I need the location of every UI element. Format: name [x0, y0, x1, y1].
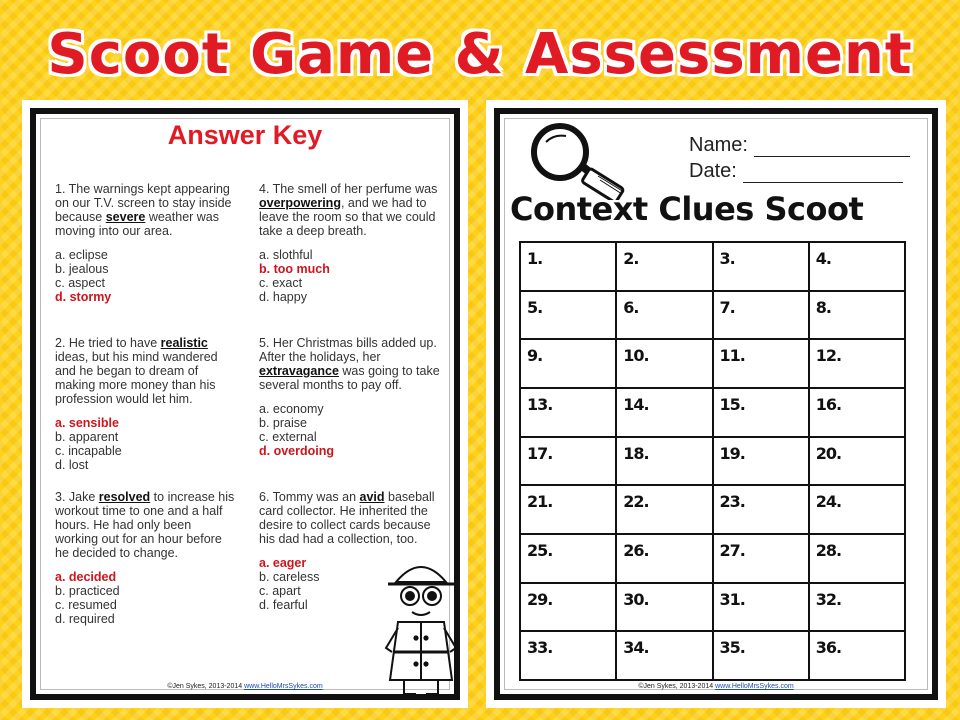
website-link[interactable]: www.HelloMrsSykes.com — [244, 683, 323, 690]
answer-option: d. lost — [55, 458, 89, 472]
answer-cell[interactable]: 4. — [809, 242, 905, 291]
detective-clipart — [382, 548, 460, 700]
answer-option: d. required — [55, 612, 115, 626]
answer-option: b. practiced — [55, 584, 120, 598]
vocabulary-word: severe — [105, 210, 146, 224]
answer-cell[interactable]: 26. — [616, 534, 712, 583]
answer-option: c. exact — [259, 276, 303, 290]
answer-cell[interactable]: 34. — [616, 631, 712, 680]
answer-grid — [519, 241, 906, 681]
answer-option: c. apart — [259, 584, 301, 598]
answer-option: c. resumed — [55, 598, 117, 612]
vocabulary-word: avid — [359, 490, 385, 504]
answer-cell[interactable]: 7. — [713, 291, 809, 340]
question-stem: 3. Jake resolved to increase his workout time to one and a half hours. He had only been working out for an hour before he decided to change. — [55, 490, 235, 560]
scoot-sheet-heading: Context Clues Scoot — [510, 190, 864, 228]
question-4 — [259, 182, 444, 304]
question-stem: 2. He tried to have realistic ideas, but his mind wandered and he began to dream of making more money than his profession would let him. — [55, 336, 218, 406]
question-2 — [55, 336, 237, 472]
answer-cell[interactable]: 3. — [713, 242, 809, 291]
answer-cell[interactable]: 8. — [809, 291, 905, 340]
answer-cell[interactable]: 13. — [520, 388, 616, 437]
answer-cell[interactable]: 9. — [520, 339, 616, 388]
answer-cell[interactable]: 11. — [713, 339, 809, 388]
answer-cell[interactable]: 5. — [520, 291, 616, 340]
answer-cell[interactable]: 30. — [616, 583, 712, 632]
copyright-text: ©Jen Sykes, 2013-2014 — [638, 683, 714, 690]
grid-row — [520, 631, 905, 680]
answer-key-page — [22, 100, 468, 708]
answer-option: b. apparent — [55, 430, 119, 444]
grid-row — [520, 242, 905, 291]
vocabulary-word: extravagance — [259, 364, 339, 378]
answer-cell[interactable]: 6. — [616, 291, 712, 340]
answer-option: c. incapable — [55, 444, 122, 458]
date-field[interactable] — [689, 160, 903, 183]
answer-cell[interactable]: 19. — [713, 437, 809, 486]
answer-cell[interactable]: 27. — [713, 534, 809, 583]
answer-cell[interactable]: 18. — [616, 437, 712, 486]
magnifying-glass-icon — [526, 120, 636, 200]
question-5 — [259, 336, 444, 458]
grid-row — [520, 583, 905, 632]
question-stem: 5. Her Christmas bills added up. After the holidays, her extravagance was going to take several months to pay off. — [259, 336, 440, 392]
answer-key-heading: Answer Key — [167, 120, 323, 150]
grid-row — [520, 388, 905, 437]
answer-cell[interactable]: 33. — [520, 631, 616, 680]
answer-key-footer — [22, 683, 468, 690]
grid-row — [520, 534, 905, 583]
copyright-text: ©Jen Sykes, 2013-2014 — [167, 683, 243, 690]
question-3 — [55, 490, 237, 626]
answer-cell[interactable]: 24. — [809, 485, 905, 534]
answer-cell[interactable]: 20. — [809, 437, 905, 486]
answer-cell[interactable]: 28. — [809, 534, 905, 583]
answer-cell[interactable]: 17. — [520, 437, 616, 486]
answer-option: a. slothful — [259, 248, 313, 262]
answer-option: b. careless — [259, 570, 320, 584]
grid-row — [520, 291, 905, 340]
answer-option: b. praise — [259, 416, 307, 430]
answer-cell[interactable]: 2. — [616, 242, 712, 291]
answer-cell[interactable]: 14. — [616, 388, 712, 437]
answer-cell[interactable]: 10. — [616, 339, 712, 388]
grid-row — [520, 339, 905, 388]
scoot-sheet-footer — [486, 683, 946, 690]
answer-option: c. external — [259, 430, 317, 444]
answer-option: a. eclipse — [55, 248, 108, 262]
question-stem: 6. Tommy was an avid baseball card collector. He inherited the desire to collect cards because his dad had a collection, too. — [259, 490, 435, 546]
vocabulary-word: resolved — [98, 490, 151, 504]
answer-option: d. happy — [259, 290, 307, 304]
question-1 — [55, 182, 237, 304]
answer-cell[interactable]: 16. — [809, 388, 905, 437]
answer-cell[interactable]: 23. — [713, 485, 809, 534]
answer-option: b. jealous — [55, 262, 109, 276]
answer-option: c. aspect — [55, 276, 106, 290]
grid-row — [520, 437, 905, 486]
correct-answer-option: d. overdoing — [259, 444, 334, 458]
answer-cell[interactable]: 36. — [809, 631, 905, 680]
correct-answer-option: b. too much — [259, 262, 330, 276]
correct-answer-option: d. stormy — [55, 290, 112, 304]
scoot-sheet-page — [486, 100, 946, 708]
answer-cell[interactable]: 25. — [520, 534, 616, 583]
name-field[interactable] — [689, 134, 910, 157]
page-title: Scoot Game & Assessment — [47, 22, 913, 87]
vocabulary-word: overpowering — [259, 196, 341, 210]
answer-cell[interactable]: 21. — [520, 485, 616, 534]
correct-answer-option: a. eager — [259, 556, 307, 570]
answer-cell[interactable]: 1. — [520, 242, 616, 291]
website-link[interactable]: www.HelloMrsSykes.com — [715, 683, 794, 690]
vocabulary-word: realistic — [160, 336, 208, 350]
answer-cell[interactable]: 35. — [713, 631, 809, 680]
answer-option: d. fearful — [259, 598, 308, 612]
answer-cell[interactable]: 31. — [713, 583, 809, 632]
question-stem: 4. The smell of her perfume was overpowering, and we had to leave the room so that we could take a deep breath. — [259, 182, 438, 238]
answer-cell[interactable]: 22. — [616, 485, 712, 534]
question-stem: 1. The warnings kept appearing on our T.V. screen to stay inside because severe weather was moving into our area. — [55, 182, 232, 238]
name-label: Name: — [689, 134, 748, 156]
answer-cell[interactable]: 12. — [809, 339, 905, 388]
date-label: Date: — [689, 160, 737, 182]
grid-row — [520, 485, 905, 534]
answer-cell[interactable]: 32. — [809, 583, 905, 632]
correct-answer-option: a. sensible — [55, 416, 119, 430]
answer-option: a. economy — [259, 402, 324, 416]
answer-cell[interactable]: 15. — [713, 388, 809, 437]
answer-cell[interactable]: 29. — [520, 583, 616, 632]
correct-answer-option: a. decided — [55, 570, 117, 584]
